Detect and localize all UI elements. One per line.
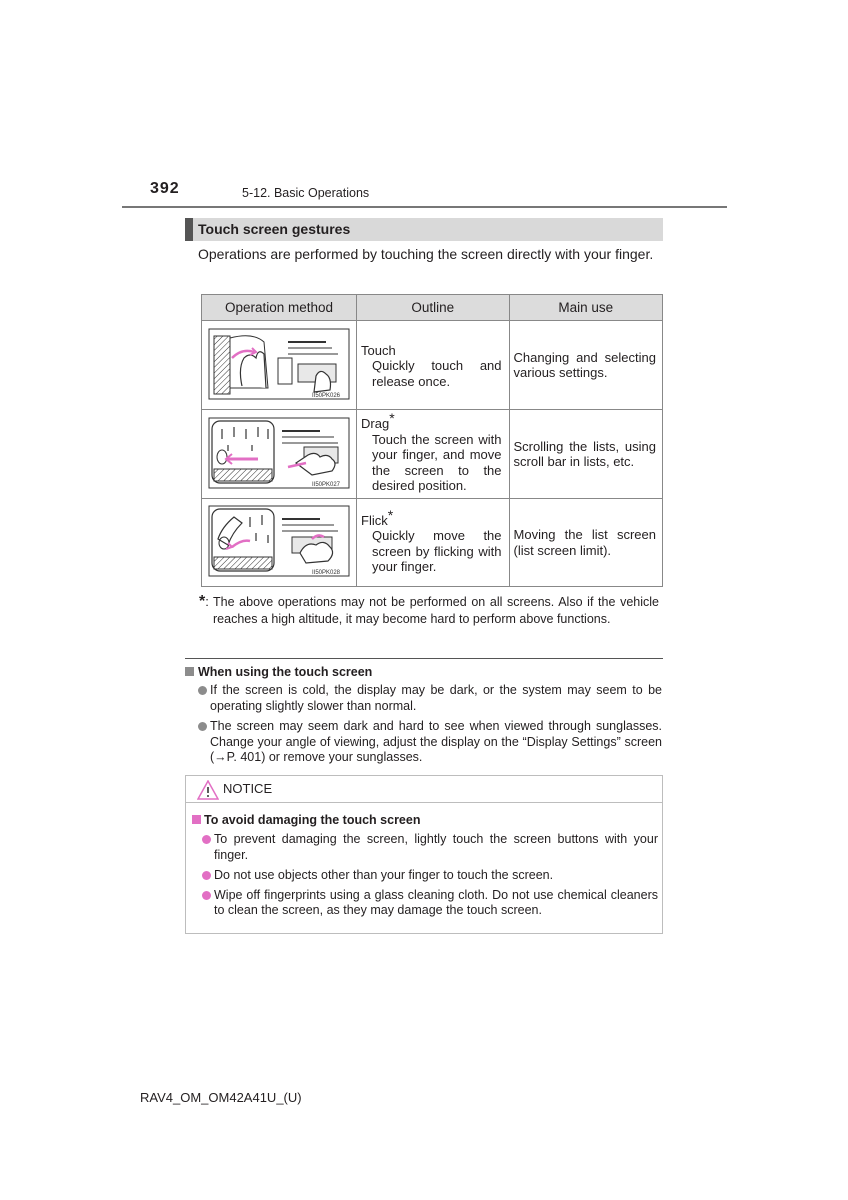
illustration-cell (202, 321, 357, 410)
table-header-row (202, 295, 663, 321)
operation-description: Touch the screen with your finger, and move the screen to the desired position. (372, 431, 502, 494)
page-number: 392 (150, 180, 180, 197)
bullet-dot-icon (198, 722, 207, 731)
touch-gesture-illustration (208, 328, 350, 400)
notice-label: NOTICE (223, 781, 273, 796)
header-divider (122, 206, 727, 208)
bullet-dot-icon (198, 686, 207, 695)
pink-bullet-dot-icon (202, 871, 211, 880)
list-item: To prevent damaging the screen, lightly touch the screen buttons with your finger. (202, 832, 658, 863)
footnote-mark: *: (199, 593, 209, 610)
table-header-cell: Operation method (202, 295, 357, 321)
flick-gesture-illustration (208, 505, 350, 577)
list-item: Do not use objects other than your finger to touch the screen. (202, 868, 658, 884)
outline-cell (357, 499, 510, 587)
operation-description: Quickly move the screen by flicking with your finger. (372, 528, 502, 574)
footnote (199, 594, 659, 628)
operation-description: Quickly touch and release once. (372, 358, 502, 389)
outline-cell (357, 410, 510, 499)
pink-bullet-dot-icon (202, 891, 211, 900)
image-code: II50PK026 (312, 392, 341, 399)
section-heading (185, 218, 663, 241)
illustration-cell (202, 410, 357, 499)
square-bullet-icon (185, 667, 194, 676)
operation-name: Touch (361, 342, 396, 358)
pink-bullet-dot-icon (202, 835, 211, 844)
section-title: 5-12. Basic Operations (242, 186, 370, 200)
section-heading-text: Touch screen gestures (198, 221, 351, 237)
main-use-cell: Scrolling the lists, using scroll bar in lists, etc. (509, 410, 662, 499)
operation-name: Drag* (361, 410, 395, 432)
image-code: II50PK028 (312, 570, 341, 576)
warning-triangle-icon (197, 780, 219, 800)
table-row (202, 499, 663, 587)
main-use-cell: Changing and selecting various settings. (509, 321, 662, 410)
notice-header (186, 776, 662, 803)
table-header-cell: Outline (357, 295, 510, 321)
intro-paragraph: Operations are performed by touching the screen directly with your finger. (198, 246, 654, 262)
notice-list (202, 832, 658, 923)
document-code-footer: RAV4_OM_OM42A41U_(U) (140, 1090, 302, 1105)
footnote-text: The above operations may not be performed on all screens. Also if the vehicle reaches a high altitude, it may become hard to perform above functions. (213, 595, 659, 626)
list-item: The screen may seem dark and hard to see when viewed through sunglasses. Change your angle of viewing, adjust the display on the “Display Settings” screen (→P. 401) or remove your sunglasses. (198, 719, 662, 766)
operations-table (201, 294, 663, 587)
table-row (202, 321, 663, 410)
drag-gesture-illustration (208, 417, 350, 489)
section-divider (185, 658, 663, 659)
notice-box (185, 775, 663, 934)
touch-screen-subheading: When using the touch screen (185, 665, 372, 679)
table-row (202, 410, 663, 499)
illustration-cell (202, 499, 357, 587)
list-item: If the screen is cold, the display may be dark, or the system may seem to be operating slightly slower than normal. (198, 683, 662, 714)
image-code: II50PK027 (312, 481, 341, 488)
operation-name: Flick* (361, 506, 394, 528)
list-item: Wipe off fingerprints using a glass cleaning cloth. Do not use chemical cleaners to clean the screen, as they may damage the touch screen. (202, 888, 658, 919)
pink-square-bullet-icon (192, 815, 201, 824)
touch-screen-notes (198, 683, 662, 771)
table-header-cell: Main use (509, 295, 662, 321)
notice-subheading: To avoid damaging the touch screen (192, 813, 420, 827)
outline-cell (357, 321, 510, 410)
main-use-cell: Moving the list screen (list screen limit). (509, 499, 662, 587)
